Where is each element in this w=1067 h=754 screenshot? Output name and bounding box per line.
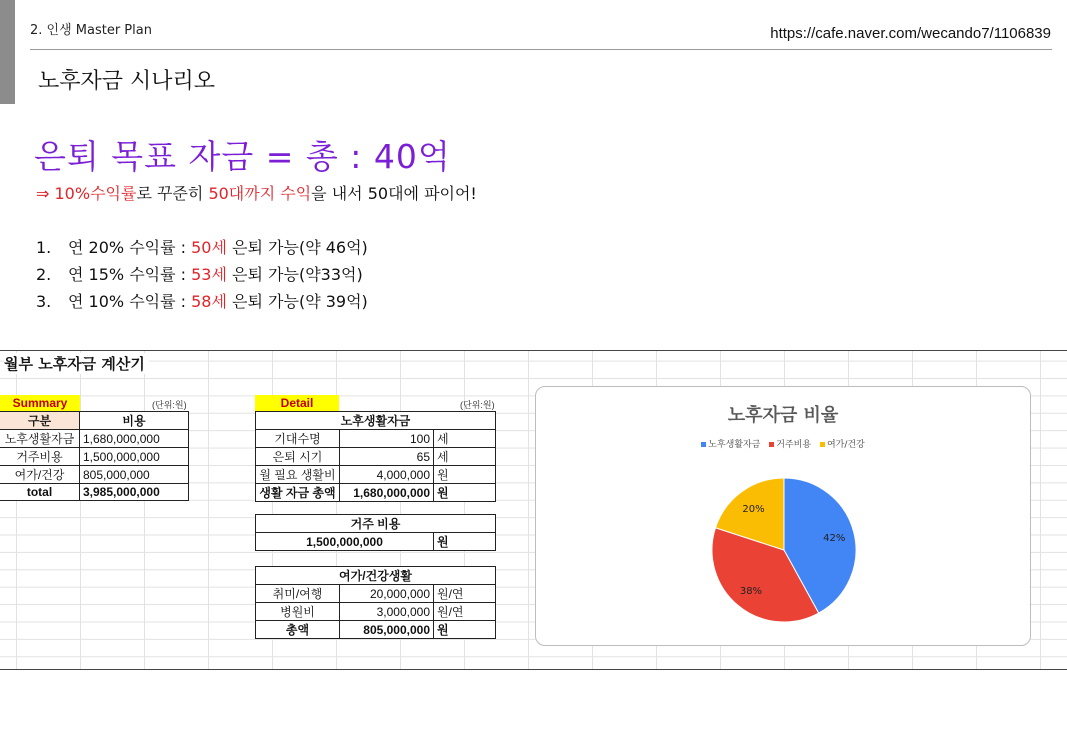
living-header: 노후생활자금 (256, 412, 496, 430)
leisure-header: 여가/건강생활 (256, 567, 496, 585)
living-label[interactable]: 월 필요 생활비 (256, 466, 340, 484)
scenario-result: 은퇴 가능(약33억) (226, 265, 363, 284)
leisure-unit[interactable]: 원/연 (434, 585, 496, 603)
living-total-unit[interactable]: 원 (434, 484, 496, 502)
sheet-title: 월부 노후자금 계산기 (4, 353, 149, 374)
summary-total-label[interactable]: total (0, 484, 80, 501)
page-title: 노후자금 시나리오 (38, 69, 216, 94)
living-value[interactable]: 100 (340, 430, 434, 448)
summary-label[interactable]: 거주비용 (0, 448, 80, 466)
living-table (255, 411, 496, 502)
table-row (256, 515, 496, 533)
table-row[interactable] (256, 585, 496, 603)
pie-label-1: 42% (823, 533, 846, 545)
legend-label: 노후생활자금 (708, 440, 761, 450)
living-value[interactable]: 65 (340, 448, 434, 466)
summary-header-category: 구분 (0, 412, 80, 430)
scenario-age: 58세 (191, 292, 227, 311)
leisure-table (255, 566, 496, 639)
left-accent-bar (0, 0, 15, 104)
living-label[interactable]: 기대수명 (256, 430, 340, 448)
pie-svg (536, 387, 1032, 647)
summary-value[interactable]: 805,000,000 (80, 466, 189, 484)
summary-value[interactable]: 1,500,000,000 (80, 448, 189, 466)
detail-tag: Detail (255, 395, 339, 411)
summary-label[interactable]: 여가/건강 (0, 466, 80, 484)
scenario-number: 2. (36, 265, 52, 284)
table-row[interactable] (256, 430, 496, 448)
goal-title: 은퇴 목표 자금 = 총 : 40억 (34, 137, 451, 176)
housing-table (255, 514, 496, 551)
table-row[interactable] (256, 621, 496, 639)
living-unit[interactable]: 세 (434, 448, 496, 466)
scenario-list (36, 235, 368, 316)
summary-table (0, 411, 189, 501)
leisure-value[interactable]: 3,000,000 (340, 603, 434, 621)
leisure-total-label[interactable]: 총액 (256, 621, 340, 639)
scenario-rate: 연 15% 수익률 : (68, 265, 192, 284)
housing-header: 거주 비용 (256, 515, 496, 533)
table-row (256, 412, 496, 430)
living-unit[interactable]: 원 (434, 466, 496, 484)
source-url[interactable]: https://cafe.naver.com/wecando7/1106839 (770, 25, 1051, 42)
scenario-rate: 연 20% 수익률 : (68, 238, 192, 257)
scenario-age: 50세 (191, 238, 227, 257)
leisure-label[interactable]: 취미/여행 (256, 585, 340, 603)
goal-period: 50대까지 수익 (208, 184, 312, 203)
summary-tag: Summary (0, 395, 80, 411)
pie-label-3: 20% (742, 504, 765, 516)
summary-header-cost: 비용 (80, 412, 189, 430)
section-label: 2. 인생 Master Plan (30, 23, 152, 38)
living-total-label[interactable]: 생활 자금 총액 (256, 484, 340, 502)
summary-label[interactable]: 노후생활자금 (0, 430, 80, 448)
goal-subtitle (36, 181, 477, 204)
scenario-result: 은퇴 가능(약 46억) (226, 238, 368, 257)
table-row[interactable] (256, 533, 496, 551)
summary-total-value[interactable]: 3,985,000,000 (80, 484, 189, 501)
table-row[interactable] (0, 448, 189, 466)
table-row[interactable] (256, 466, 496, 484)
table-row[interactable] (256, 448, 496, 466)
table-row (0, 412, 189, 430)
summary-unit-note: (단위:원) (152, 400, 187, 410)
living-label[interactable]: 은퇴 시기 (256, 448, 340, 466)
header-divider (30, 49, 1052, 50)
pie-label-2: 38% (739, 585, 763, 597)
scenario-rate: 연 10% 수익률 : (68, 292, 192, 311)
detail-unit-note: (단위:원) (460, 400, 495, 410)
scenario-number: 1. (36, 238, 52, 257)
table-row[interactable] (0, 430, 189, 448)
table-row[interactable] (256, 603, 496, 621)
goal-text-1: 로 꾸준히 (136, 184, 209, 203)
goal-text-2: 을 내서 50대에 파이어! (311, 184, 477, 203)
leisure-total-value[interactable]: 805,000,000 (340, 621, 434, 639)
scenario-age: 53세 (191, 265, 227, 284)
leisure-unit[interactable]: 원/연 (434, 603, 496, 621)
table-row[interactable] (256, 484, 496, 502)
scenario-item (36, 262, 368, 289)
housing-value[interactable]: 1,500,000,000 (256, 533, 434, 551)
legend-label: 거주비용 (776, 440, 812, 450)
chart-title: 노후자금 비율 (727, 405, 839, 426)
arrow-glyph: ⇒ (36, 184, 55, 203)
legend-label: 여가/건강 (826, 440, 865, 450)
living-total-value[interactable]: 1,680,000,000 (340, 484, 434, 502)
scenario-result: 은퇴 가능(약 39억) (226, 292, 368, 311)
living-value[interactable]: 4,000,000 (340, 466, 434, 484)
table-row[interactable] (0, 484, 189, 501)
scenario-item (36, 289, 368, 316)
scenario-item (36, 235, 368, 262)
pie-chart[interactable] (535, 386, 1031, 646)
table-row[interactable] (0, 466, 189, 484)
living-unit[interactable]: 세 (434, 430, 496, 448)
summary-value[interactable]: 1,680,000,000 (80, 430, 189, 448)
scenario-number: 3. (36, 292, 52, 311)
leisure-label[interactable]: 병원비 (256, 603, 340, 621)
goal-rate: 10%수익률 (54, 184, 137, 203)
table-row (256, 567, 496, 585)
leisure-total-unit[interactable]: 원 (434, 621, 496, 639)
leisure-value[interactable]: 20,000,000 (340, 585, 434, 603)
housing-unit[interactable]: 원 (434, 533, 496, 551)
